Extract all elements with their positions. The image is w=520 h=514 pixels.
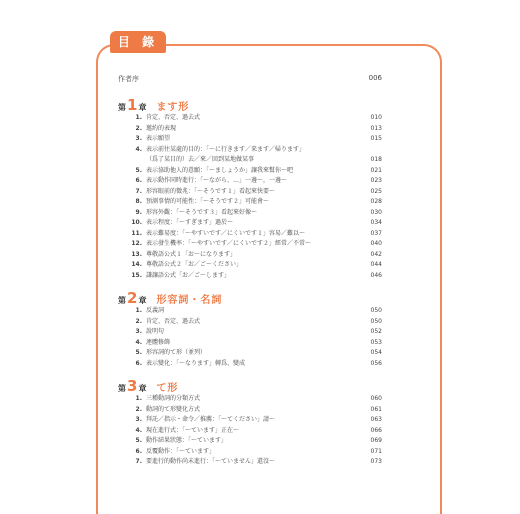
chapter-number: 3 — [127, 377, 138, 395]
toc-item[interactable] — [118, 134, 382, 145]
item-number: 4. — [135, 338, 142, 346]
item-number: 8. — [135, 198, 142, 205]
item-number: 10. — [131, 219, 142, 226]
chapter-prefix: 第 — [118, 103, 126, 112]
toc-item[interactable] — [118, 271, 382, 282]
item-text: 三種動詞的分類方式 — [146, 395, 201, 402]
item-number: 1. — [135, 395, 142, 402]
item-text: 謙讓語公式「お／ご〜します」 — [146, 271, 231, 279]
item-text: 邀約的表現 — [146, 124, 177, 132]
item-number: 2. — [135, 405, 142, 413]
item-page: 028 — [370, 198, 382, 205]
item-page: 053 — [370, 338, 382, 346]
toc-item[interactable] — [118, 394, 382, 405]
toc-item[interactable] — [118, 197, 382, 208]
toc-item[interactable] — [118, 187, 382, 198]
chapter-number: 2 — [127, 289, 138, 307]
item-text: 表示協助他人的意願：「〜ましょうか」讓我來幫你〜吧 — [146, 166, 294, 174]
item-page: 034 — [370, 219, 382, 226]
toc-item[interactable] — [118, 348, 382, 359]
item-page: 023 — [370, 177, 382, 184]
item-page: 015 — [370, 135, 382, 142]
item-number: 6. — [135, 177, 142, 184]
toc-item[interactable] — [118, 145, 382, 156]
item-page: 052 — [370, 328, 382, 335]
item-text: 反覆動作：「〜ています」 — [146, 447, 216, 455]
preface-entry[interactable] — [118, 74, 382, 84]
toc-item[interactable] — [118, 155, 382, 166]
item-number: 3. — [135, 416, 142, 423]
item-number: 5. — [135, 437, 142, 444]
item-number: 3. — [135, 328, 142, 335]
item-page: 066 — [370, 426, 382, 434]
item-number: 7. — [135, 187, 142, 195]
toc-item[interactable] — [118, 327, 382, 338]
item-number: 4. — [135, 145, 142, 153]
item-number: 5. — [135, 166, 142, 174]
item-number: 2. — [135, 124, 142, 132]
toc-item[interactable] — [118, 447, 382, 458]
item-page: 046 — [370, 271, 382, 279]
item-page: 063 — [370, 416, 382, 423]
toc-item[interactable] — [118, 317, 382, 328]
chapter-heading[interactable] — [118, 288, 382, 306]
item-number: 6. — [135, 447, 142, 455]
item-number: 6. — [135, 359, 142, 367]
preface-label: 作者序 — [118, 75, 139, 83]
item-page: 040 — [370, 240, 382, 247]
item-text: 表示發生機率：「〜やすいです／にくいです２」經常／不常〜 — [146, 240, 312, 247]
item-text: 動作結果狀態：「〜ています」 — [146, 437, 228, 444]
item-page: 050 — [370, 307, 382, 314]
chapter-items — [118, 113, 382, 281]
toc-item[interactable] — [118, 415, 382, 426]
item-text: 表示難易度：「〜やすいです／にくいです１」容易／難以〜 — [146, 229, 306, 237]
item-page: 037 — [370, 229, 382, 237]
chapter-2 — [118, 288, 382, 369]
item-text: 形容外觀：「〜そうです３」看起來好像〜 — [146, 208, 258, 216]
chapter-number: 1 — [127, 96, 138, 114]
toc-item[interactable] — [118, 260, 382, 271]
toc-item[interactable] — [118, 229, 382, 240]
item-number: 9. — [135, 208, 142, 216]
item-page: 069 — [370, 437, 382, 444]
toc-item[interactable] — [118, 426, 382, 437]
toc-item[interactable] — [118, 405, 382, 416]
item-page: 030 — [370, 208, 382, 216]
item-page: 054 — [370, 349, 382, 356]
toc-item[interactable] — [118, 218, 382, 229]
item-text: （爲了某目的）去／來／回到某地做某事 — [146, 156, 255, 163]
chapter-suffix: 章 — [138, 384, 147, 393]
item-page: 021 — [370, 166, 382, 174]
item-page: 025 — [370, 187, 382, 195]
toc-item[interactable] — [118, 436, 382, 447]
item-number: 1. — [135, 307, 142, 314]
toc-item[interactable] — [118, 250, 382, 261]
item-text: 表示願望 — [146, 135, 171, 142]
chapter-items — [118, 394, 382, 468]
item-number: 1. — [135, 114, 142, 121]
item-page: 018 — [370, 156, 382, 163]
item-number: 13. — [131, 250, 142, 258]
chapter-1 — [118, 95, 382, 281]
item-number: 15. — [131, 271, 142, 279]
toc-item[interactable] — [118, 166, 382, 177]
item-page: 013 — [370, 124, 382, 132]
item-number: 5. — [135, 349, 142, 356]
chapter-prefix: 第 — [118, 384, 126, 393]
item-text: 尊敬語公式１「お〜になります」 — [146, 250, 237, 258]
item-text: 表示變化：「〜なります」轉爲、變成 — [146, 359, 246, 367]
toc-item[interactable] — [118, 359, 382, 370]
item-page: 060 — [370, 395, 382, 402]
item-text: 動詞的て形變化方式 — [146, 405, 201, 413]
item-text: 表示程度：「〜すぎます」過於〜 — [146, 219, 234, 226]
toc-item[interactable] — [118, 176, 382, 187]
toc-item[interactable] — [118, 457, 382, 468]
item-number: 14. — [131, 261, 142, 268]
chapter-prefix: 第 — [118, 296, 126, 305]
toc-tab: 目 錄 — [110, 31, 166, 53]
item-text: 拜託／指示・命令／推薦：「〜てください」請〜 — [146, 416, 276, 423]
toc-item[interactable] — [118, 113, 382, 124]
item-text: 連體修飾 — [146, 338, 171, 346]
item-text: 肯定、否定、過去式 — [146, 114, 201, 121]
item-page: 073 — [370, 458, 382, 465]
preface-page: 006 — [368, 74, 382, 82]
item-text: 反義詞 — [146, 307, 165, 314]
item-page: 061 — [370, 405, 382, 413]
toc-item[interactable] — [118, 338, 382, 349]
item-page: 050 — [370, 317, 382, 325]
item-number: 4. — [135, 426, 142, 434]
toc-item[interactable] — [118, 239, 382, 250]
item-number: 12. — [131, 240, 142, 247]
chapter-3 — [118, 376, 382, 468]
item-text: 形容詞的て形（並列） — [146, 349, 207, 356]
item-number: 7. — [135, 458, 142, 465]
item-page: 042 — [370, 250, 382, 258]
item-page: 056 — [370, 359, 382, 367]
item-text: 要進行的動作尚未進行：「〜ていません」還沒〜 — [146, 458, 276, 465]
item-text: 表示動作同時進行：「〜ながら、…」一邊〜，一邊〜 — [146, 177, 288, 184]
chapter-suffix: 章 — [138, 296, 147, 305]
chapter-title: ます形 — [156, 102, 190, 113]
item-text: 預測事情的可能性：「〜そうです２」可能會〜 — [146, 198, 270, 205]
item-text: 肯定、否定、過去式 — [146, 317, 201, 325]
item-text: 尊敬語公式２「お／ご〜ください」 — [146, 261, 243, 268]
item-text: 表示前往某處的目的：「〜に行きます／来ます／帰ります」 — [146, 145, 306, 153]
item-number: 2. — [135, 317, 142, 325]
item-text: 現在進行式：「〜ています」正在〜 — [146, 426, 240, 434]
item-number: 3. — [135, 135, 142, 142]
item-text: 說明句 — [146, 328, 165, 335]
toc-item[interactable] — [118, 208, 382, 219]
item-page: 044 — [370, 261, 382, 268]
item-page: 071 — [370, 447, 382, 455]
item-text: 形容眼前的徵兆：「〜そうです１」看起來快要〜 — [146, 187, 276, 195]
chapter-heading[interactable] — [118, 95, 382, 113]
chapter-heading[interactable] — [118, 376, 382, 394]
chapter-title: 形容詞・名詞 — [156, 295, 223, 306]
toc-item[interactable] — [118, 124, 382, 135]
toc-item[interactable] — [118, 306, 382, 317]
chapter-suffix: 章 — [138, 103, 147, 112]
chapter-title: て形 — [156, 383, 179, 394]
item-page: 010 — [370, 114, 382, 121]
item-number: 11. — [131, 229, 142, 237]
chapter-items — [118, 306, 382, 369]
